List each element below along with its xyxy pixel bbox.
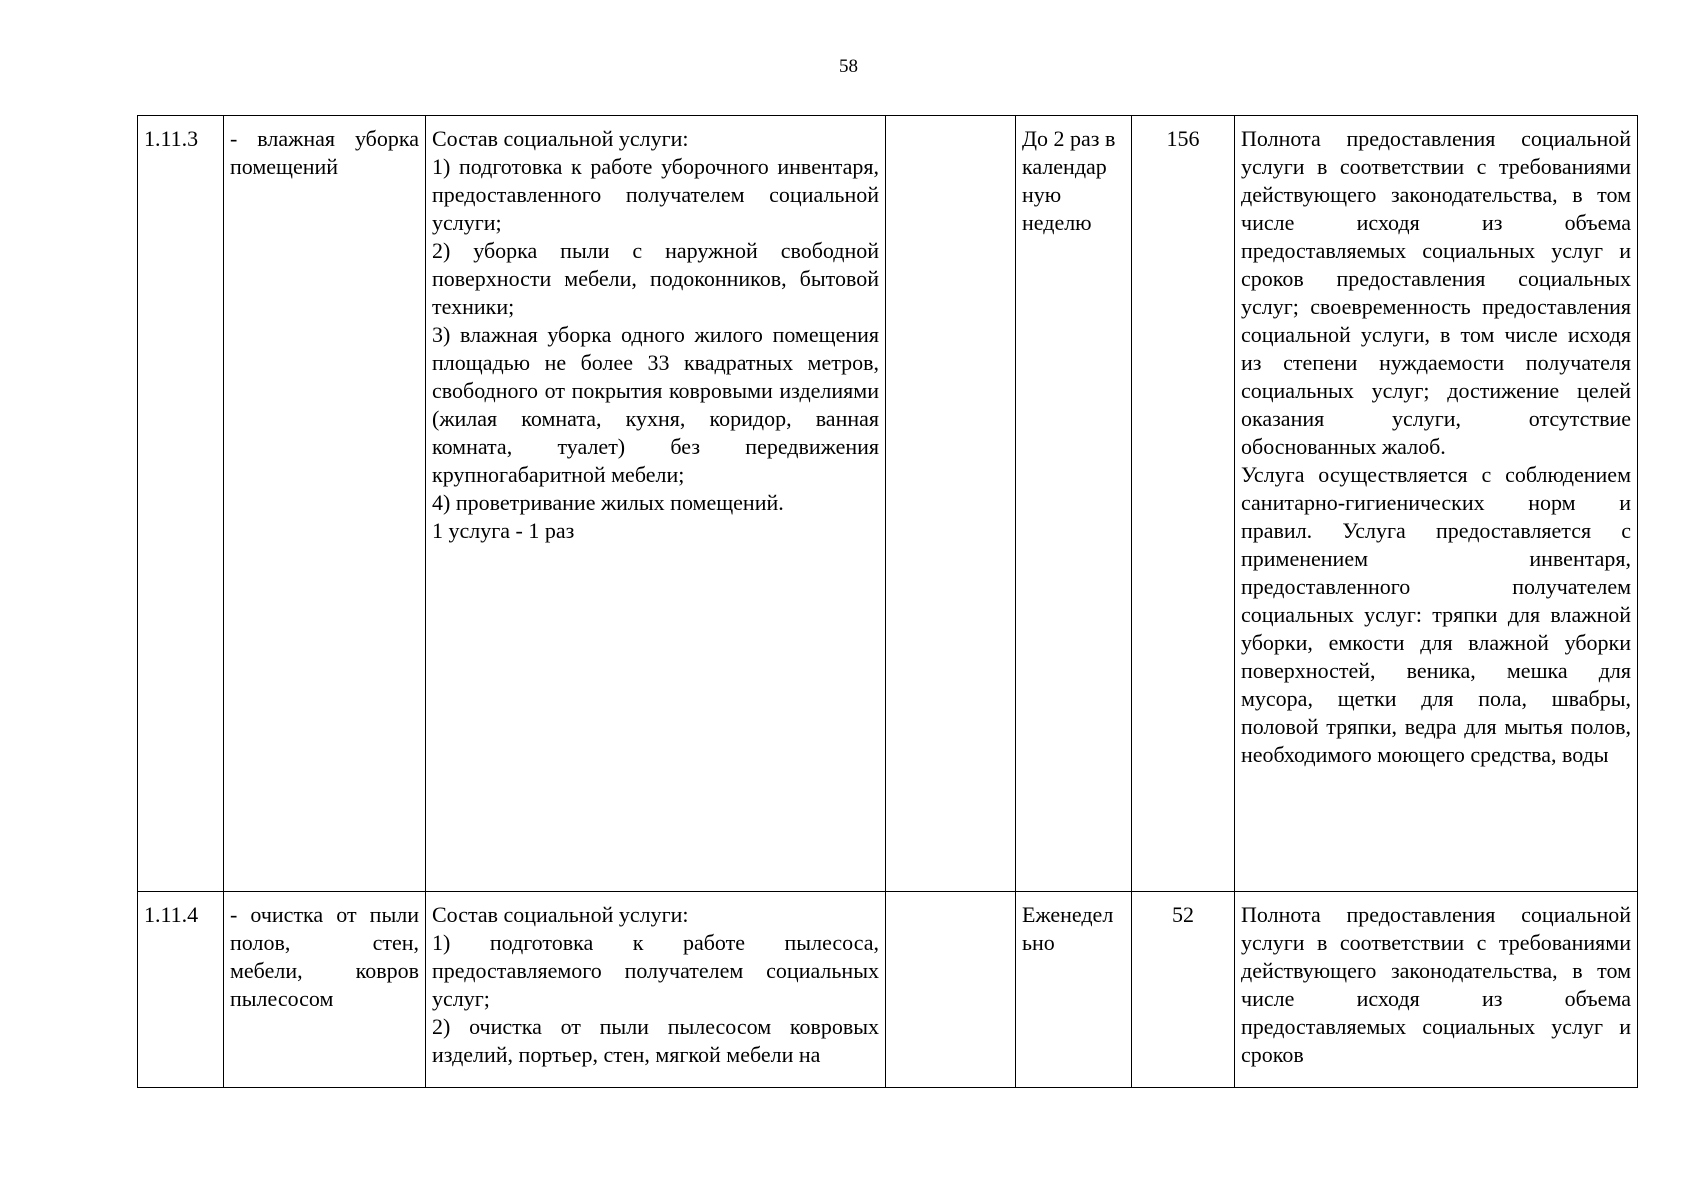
service-criteria [1235,892,1638,1088]
composition-line: Состав социальной услуги: [432,902,689,927]
empty-cell [886,892,1016,1088]
service-composition [426,116,886,892]
composition-line: 4) проветривание жилых помещений. [432,490,784,515]
criteria-paragraph: Полнота предоставления социальной услуги в соответствии с требованиями действующего законодательства, в том числе исходя из объема предоставляемых социальных услуг и сроков [1241,902,1631,1067]
service-code: 1.11.4 [138,892,224,1088]
composition-line: 1 услуга - 1 раз [432,518,575,543]
composition-line: Состав социальной услуги: [432,126,689,151]
composition-line: 1) подготовка к работе уборочного инвентаря, предоставленного получателем социальной услуги; [432,154,879,235]
service-frequency: До 2 раз в календар ную неделю [1016,116,1132,892]
service-volume: 52 [1132,892,1235,1088]
service-volume: 156 [1132,116,1235,892]
service-composition [426,892,886,1088]
service-name: - влажная уборка помещений [224,116,426,892]
services-table [137,115,1638,1088]
service-criteria [1235,116,1638,892]
service-frequency: Еженедел ьно [1016,892,1132,1088]
table-row [138,116,1638,892]
composition-line: 2) очистка от пыли пылесосом ковровых изделий, портьер, стен, мягкой мебели на [432,1014,879,1067]
page-number: 58 [839,56,858,77]
empty-cell [886,116,1016,892]
composition-line: 2) уборка пыли с наружной свободной поверхности мебели, подоконников, бытовой техники; [432,238,879,319]
table-row [138,892,1638,1088]
composition-line: 1) подготовка к работе пылесоса, предоставляемого получателем социальных услуг; [432,930,879,1011]
composition-line: 3) влажная уборка одного жилого помещения площадью не более 33 квадратных метров, свободного от покрытия ковровыми изделиями (жилая комната, кухня, коридор, ванная комната, туалет) без передвижения крупногабаритной мебели; [432,322,879,487]
service-name: - очистка от пыли полов, стен, мебели, ковров пылесосом [224,892,426,1088]
criteria-paragraph: Полнота предоставления социальной услуги в соответствии с требованиями действующего законодательства, в том числе исходя из объема предоставляемых социальных услуг и сроков предоставления социальных услуг; своевременность предоставления социальной услуги, в том числе исходя из степени нуждаемости получателя социальных услуг; достижение целей оказания услуги, отсутствие обоснованных жалоб. [1241,126,1631,459]
service-code: 1.11.3 [138,116,224,892]
criteria-paragraph: Услуга осуществляется с соблюдением санитарно-гигиенических норм и правил. Услуга предоставляется с применением инвентаря, предоставленного получателем социальных услуг: тряпки для влажной уборки, емкости для влажной уборки поверхностей, веника, мешка для мусора, щетки для пола, швабры, половой тряпки, ведра для мытья полов, необходимого моющего средства, воды [1241,462,1631,767]
